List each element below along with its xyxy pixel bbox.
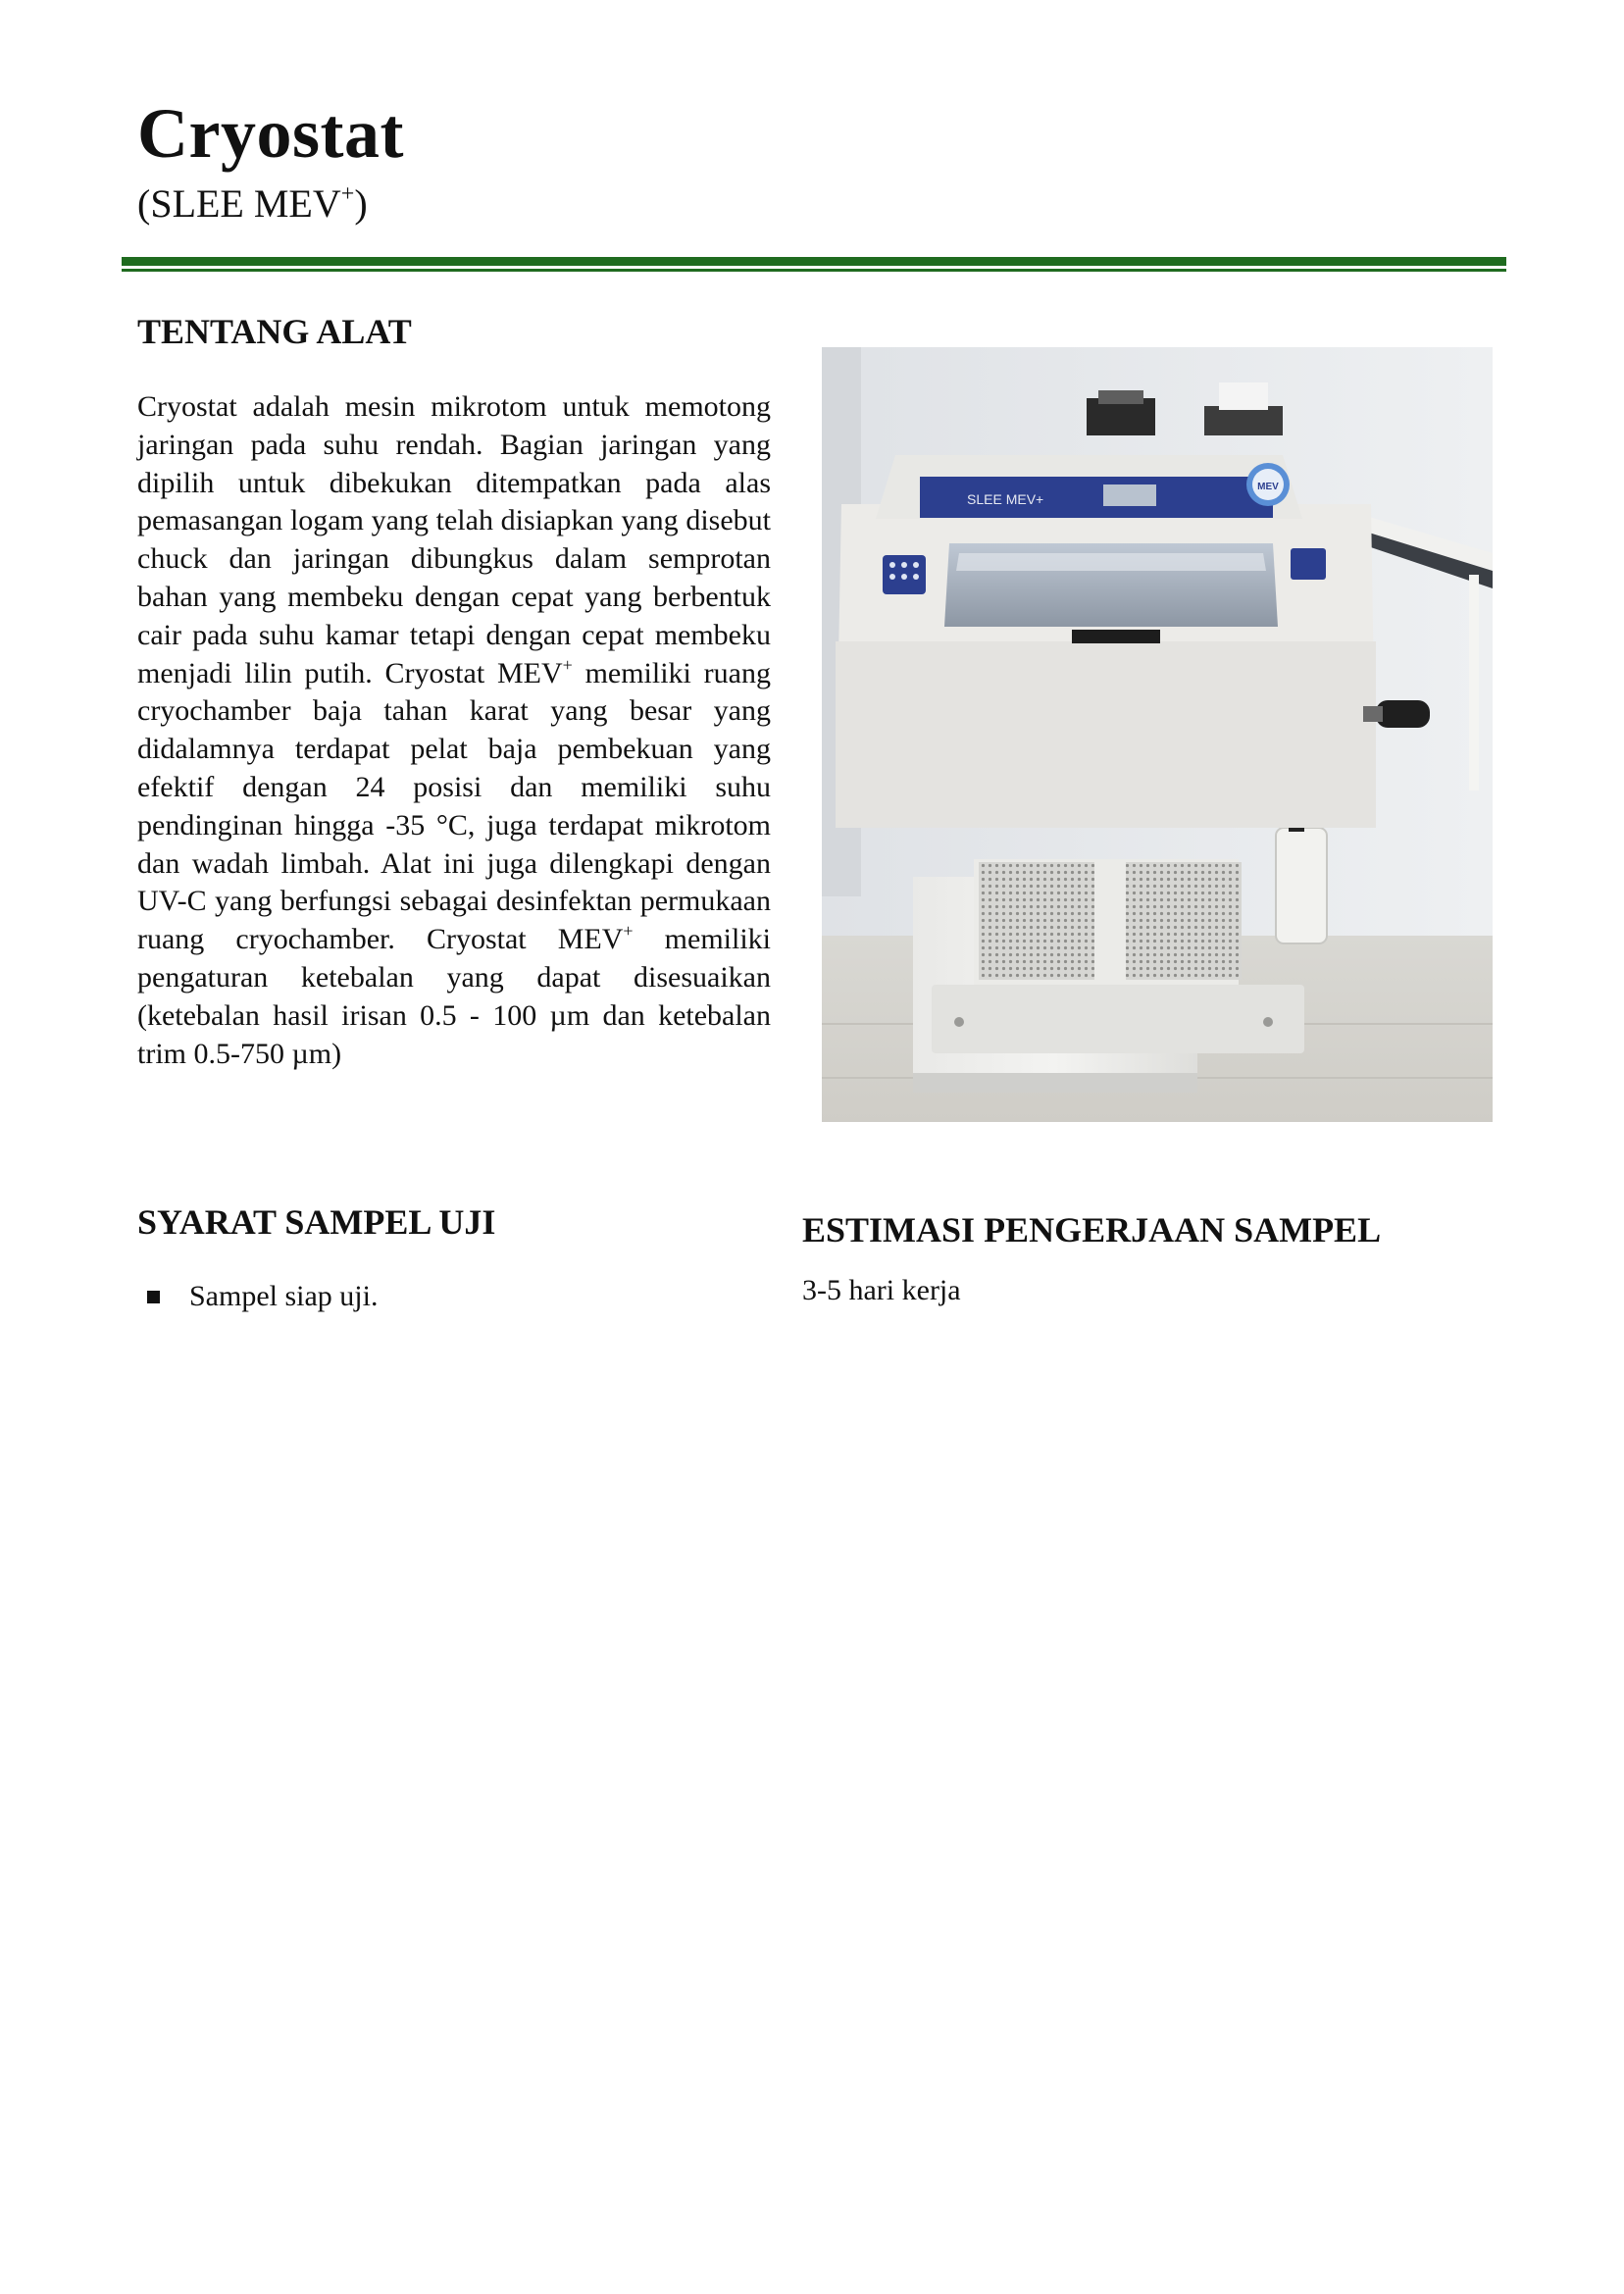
about-heading: TENTANG ALAT: [137, 312, 412, 351]
requirements-heading: SYARAT SAMPEL UJI: [137, 1202, 496, 1242]
estimate-heading: ESTIMASI PENGERJAAN SAMPEL: [802, 1210, 1382, 1249]
about-superscript-2: +: [623, 921, 634, 942]
about-text-part-1: Cryostat adalah mesin mikrotom untuk memotong jaringan pada suhu rendah. Bagian jaringan yang dipilih untuk dibekukan ditempatkan pada alas pemasangan logam yang telah disiapkan yang disebut chuck dan jaringan dibungkus dalam semprotan bahan yang membeku dengan cepat yang berbentuk cair pada suhu kamar tetapi dengan cepat membeku menjadi lilin putih. Cryostat MEV: [137, 390, 771, 689]
sticker-label: MEV: [1257, 482, 1279, 492]
subtitle-prefix: (SLEE MEV: [137, 181, 341, 226]
square-bullet-icon: [147, 1291, 160, 1303]
header-divider-thick: [122, 257, 1506, 266]
subtitle-superscript: +: [340, 181, 355, 207]
about-text-part-3: memiliki pengaturan ketebalan yang dapat disesuaikan (ketebalan hasil irisan 0.5 - 100 µm dan ketebalan trim 0.5-750 µm): [137, 923, 772, 1070]
page-subtitle: [137, 181, 368, 226]
cryostat-photo: [822, 347, 1493, 1122]
about-paragraph: [137, 388, 771, 1073]
page-title: Cryostat: [137, 94, 404, 173]
panel-brand-label: SLEE MEV+: [967, 491, 1044, 507]
requirements-list: [143, 1277, 378, 1316]
about-text-part-2: memiliki ruang cryochamber baja tahan karat yang besar yang didalamnya terdapat pelat baja pembekuan yang efektif dengan 24 posisi dan memiliki suhu pendinginan hingga -35 °C, juga terdapat mikrotom dan wadah limbah. Alat ini juga dilengkapi dengan UV-C yang berfungsi sebagai desinfektan permukaan ruang cryochamber. Cryostat MEV: [137, 656, 771, 956]
header-divider-thin: [122, 269, 1506, 272]
list-item-text: Sampel siap uji.: [189, 1280, 379, 1312]
about-superscript-1: +: [562, 654, 573, 675]
estimate-value: 3-5 hari kerja: [802, 1274, 961, 1306]
subtitle-suffix: ): [354, 181, 368, 226]
list-item: [143, 1277, 378, 1316]
